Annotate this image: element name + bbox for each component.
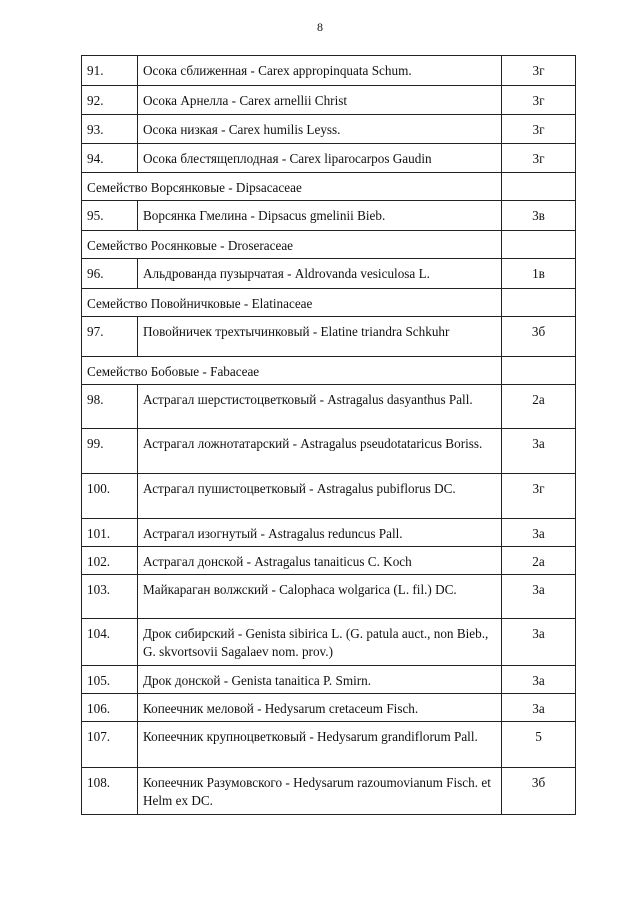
species-row: [82, 201, 576, 231]
species-number: 93.: [82, 115, 138, 144]
family-category-cell: [502, 231, 576, 259]
species-row: [82, 619, 576, 666]
species-row: [82, 694, 576, 722]
species-number: 104.: [82, 619, 138, 666]
species-category: 3а: [502, 429, 576, 474]
species-category: 2а: [502, 547, 576, 575]
family-row: [82, 231, 576, 259]
species-name: Ворсянка Гмелина - Dipsacus gmelinii Bieb.: [138, 201, 502, 231]
species-table: [81, 55, 576, 815]
species-name: Копеечник Разумовского - Hedysarum razoumovianum Fisch. et Helm ex DC.: [138, 768, 502, 815]
family-name: Семейство Росянковые - Droseraceae: [82, 231, 502, 259]
species-row: [82, 519, 576, 547]
species-name: Майкараган волжский - Calophaca wolgarica (L. fil.) DC.: [138, 575, 502, 619]
species-row: [82, 547, 576, 575]
species-category: 3г: [502, 144, 576, 173]
species-name: Альдрованда пузырчатая - Aldrovanda vesiculosa L.: [138, 259, 502, 289]
family-category-cell: [502, 173, 576, 201]
species-category: 3а: [502, 575, 576, 619]
species-row: [82, 474, 576, 519]
species-number: 102.: [82, 547, 138, 575]
species-number: 97.: [82, 317, 138, 357]
species-name: Повойничек трехтычинковый - Elatine triandra Schkuhr: [138, 317, 502, 357]
species-name: Осока Арнелла - Carex arnellii Christ: [138, 86, 502, 115]
species-name: Астрагал ложнотатарский - Astragalus pseudotataricus Boriss.: [138, 429, 502, 474]
species-number: 106.: [82, 694, 138, 722]
family-row: [82, 289, 576, 317]
family-name: Семейство Бобовые - Fabaceae: [82, 357, 502, 385]
species-number: 108.: [82, 768, 138, 815]
species-name: Астрагал пушистоцветковый - Astragalus pubiflorus DC.: [138, 474, 502, 519]
species-category: 1в: [502, 259, 576, 289]
species-number: 91.: [82, 56, 138, 86]
species-number: 100.: [82, 474, 138, 519]
species-name: Копеечник меловой - Hedysarum cretaceum Fisch.: [138, 694, 502, 722]
species-category: 3г: [502, 115, 576, 144]
species-number: 94.: [82, 144, 138, 173]
species-row: [82, 575, 576, 619]
species-number: 105.: [82, 666, 138, 694]
species-category: 3г: [502, 56, 576, 86]
species-number: 95.: [82, 201, 138, 231]
species-name: Астрагал донской - Astragalus tanaiticus C. Koch: [138, 547, 502, 575]
species-row: [82, 722, 576, 768]
species-name: Осока сближенная - Carex appropinquata Schum.: [138, 56, 502, 86]
species-row: [82, 666, 576, 694]
species-name: Осока низкая - Carex humilis Leyss.: [138, 115, 502, 144]
species-row: [82, 385, 576, 429]
family-category-cell: [502, 289, 576, 317]
species-number: 107.: [82, 722, 138, 768]
species-number: 103.: [82, 575, 138, 619]
species-number: 92.: [82, 86, 138, 115]
family-name: Семейство Повойничковые - Elatinaceae: [82, 289, 502, 317]
species-row: [82, 115, 576, 144]
species-category: 3а: [502, 666, 576, 694]
species-name: Копеечник крупноцветковый - Hedysarum grandiflorum Pall.: [138, 722, 502, 768]
family-name: Семейство Ворсянковые - Dipsacaceae: [82, 173, 502, 201]
species-category: 3г: [502, 86, 576, 115]
species-row: [82, 429, 576, 474]
species-category: 3б: [502, 768, 576, 815]
species-number: 99.: [82, 429, 138, 474]
species-name: Астрагал изогнутый - Astragalus reduncus Pall.: [138, 519, 502, 547]
family-row: [82, 357, 576, 385]
family-row: [82, 173, 576, 201]
species-category: 3а: [502, 619, 576, 666]
species-category: 3г: [502, 474, 576, 519]
species-category: 3б: [502, 317, 576, 357]
species-number: 101.: [82, 519, 138, 547]
species-name: Астрагал шерстистоцветковый - Astragalus dasyanthus Pall.: [138, 385, 502, 429]
species-row: [82, 86, 576, 115]
species-category: 3в: [502, 201, 576, 231]
family-category-cell: [502, 357, 576, 385]
species-table-body: [82, 56, 576, 815]
species-category: 2а: [502, 385, 576, 429]
species-number: 98.: [82, 385, 138, 429]
species-row: [82, 768, 576, 815]
page-number: 8: [317, 20, 323, 34]
species-row: [82, 317, 576, 357]
species-category: 3а: [502, 694, 576, 722]
species-row: [82, 259, 576, 289]
species-name: Дрок донской - Genista tanaitica P. Smirn.: [138, 666, 502, 694]
species-number: 96.: [82, 259, 138, 289]
species-category: 5: [502, 722, 576, 768]
species-name: Дрок сибирский - Genista sibirica L. (G. patula auct., non Bieb., G. skvortsovii Sagalaev nom. prov.): [138, 619, 502, 666]
species-category: 3а: [502, 519, 576, 547]
species-name: Осока блестящеплодная - Carex liparocarpos Gaudin: [138, 144, 502, 173]
species-row: [82, 56, 576, 86]
species-row: [82, 144, 576, 173]
